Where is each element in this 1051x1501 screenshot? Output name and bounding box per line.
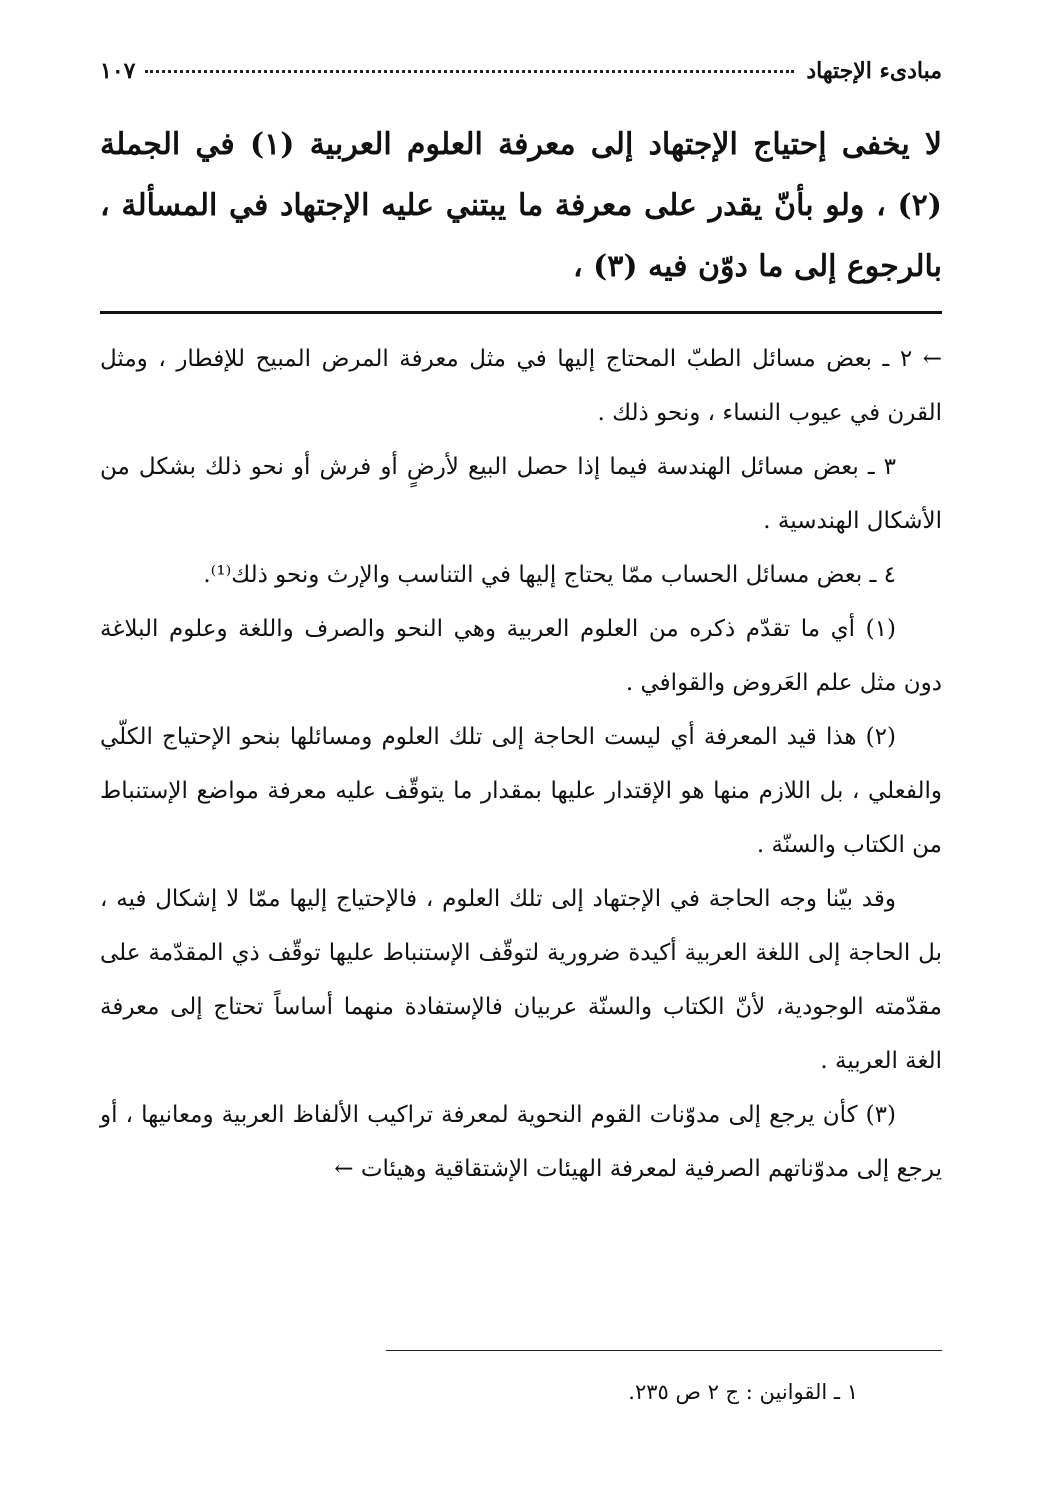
note-item-4: ٤ ـ بعض مسائل الحساب ممّا يحتاج إليها في التناسب والإرث ونحو ذلك⁽¹⁾.: [203, 562, 896, 588]
note-2: (٢) هذا قيد المعرفة أي ليست الحاجة إلى تلك العلوم ومسائلها بنحو الإحتياج الكلّي والفعلي ، بل اللازم منها هو الإقتدار عليها بمقدار ما يتوقّف عليه معرفة مواضع الإستنباط من الكتاب والسنّة .: [100, 724, 943, 858]
note-3: (٣) كأن يرجع إلى مدوّنات القوم النحوية لمعرفة تراكيب الألفاظ العربية ومعانيها ، أو يرجع إلى مدوّناتهم الصرفية لمعرفة الهيئات الإشتقاقية وهيئات ←: [100, 1102, 942, 1182]
footnote: ١ ـ القوانين : ج ٢ ص ٢٣٥.: [628, 1380, 858, 1404]
footnote-divider: [386, 1350, 942, 1351]
book-page: [100, 58, 942, 1458]
note-1: (١) أي ما تقدّم ذكره من العلوم العربية وهي النحو والصرف واللغة وعلوم البلاغة دون مثل علم العَروض والقوافي .: [100, 616, 942, 696]
main-paragraph: لا يخفى إحتياج الإجتهاد إلى معرفة العلوم العربية (١) في الجملة (٢) ، ولو بأنّ يقدر على معرفة ما يبتني عليه الإجتهاد في المسألة ، بالرجوع إلى ما دوّن فيه (٣) ،: [100, 127, 942, 284]
leader-dots: [145, 70, 794, 73]
running-header: [100, 58, 942, 98]
chapter-title: مبادىء الإجتهاد: [806, 58, 942, 84]
note-2-continued: وقد بيّنا وجه الحاجة في الإجتهاد إلى تلك العلوم ، فالإحتياج إليها ممّا لا إشكال فيه ، بل الحاجة إلى اللغة العربية أكيدة ضرورية لتوقّف الإستنباط عليها توقّف ذي المقدّمة على مقدّمته الوجودية، لأنّ الكتاب والسنّة عربيان فالإستفادة منهما أساساً تحتاج إلى معرفة الغة العربية .: [100, 886, 942, 1074]
commentary-notes: [100, 332, 942, 1196]
note-item-3: ٣ ـ بعض مسائل الهندسة فيما إذا حصل البيع لأرضٍ أو فرش أو نحو ذلك بشكل من الأشكال الهندسية .: [100, 454, 942, 534]
main-text: [100, 114, 942, 297]
main-notes-divider: [100, 311, 942, 314]
note-item-2-continued: ← ٢ ـ بعض مسائل الطبّ المحتاج إليها في مثل معرفة المرض المبيح للإفطار ، ومثل القرن في عيوب النساء ، ونحو ذلك .: [100, 346, 942, 426]
page-number: ١٠٧: [100, 58, 136, 84]
